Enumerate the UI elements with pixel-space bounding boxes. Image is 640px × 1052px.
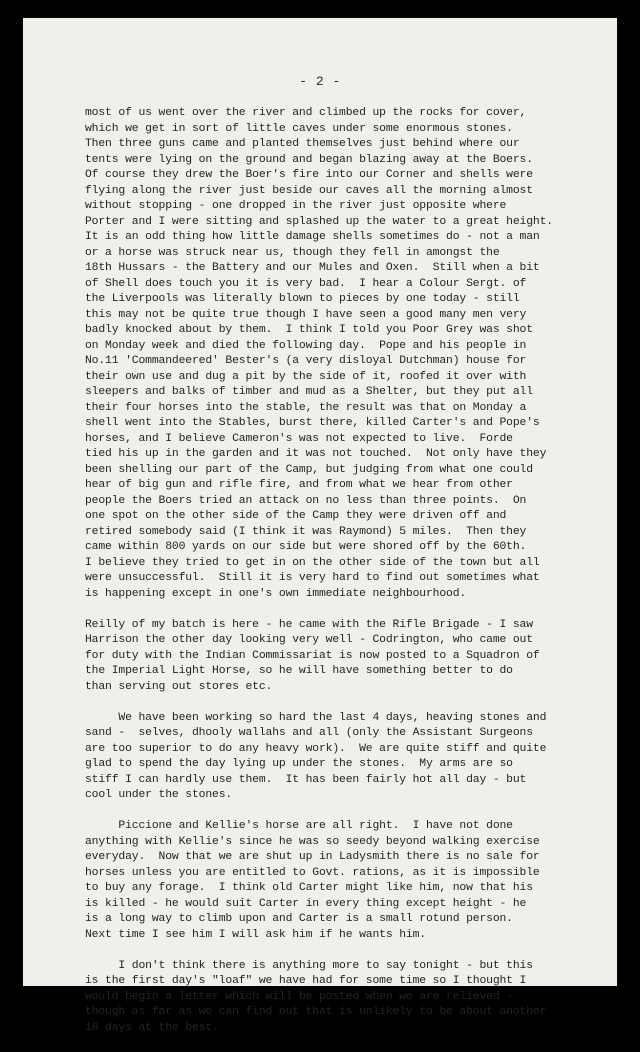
text-line: badly knocked about by them. I think I told you Poor Grey was shot [85,324,533,336]
text-line: retired somebody said (I think it was Raymond) 5 miles. Then they [85,525,527,538]
text-line: Piccione and Kellie's horse are all right. I have not done [85,820,513,832]
text-line: the Liverpools was literally blown to pieces by one today - still [85,293,520,305]
paragraph [85,106,599,602]
text-line: Harrison the other day looking very well - Codrington, who came out [85,634,533,646]
text-line: stiff I can hardly use them. It has been fairly hot all day - but [85,773,527,786]
text-line: though as far as we can find out that is unlikely to be about another [85,1006,547,1018]
text-line: anything with Kellie's since he was so seedy beyond walking exercise [85,835,540,848]
text-line: Porter and I were sitting and splashed up the water to a great height. [85,215,553,228]
text-line: tents were lying on the ground and began blazing away at the Boers. [85,153,533,166]
text-line: We have been working so hard the last 4 days, heaving stones and [85,711,547,724]
text-line: 18th Hussars - the Battery and our Mules and Oxen. Still when a bit [85,262,540,274]
text-line: 10 days at the best. [85,1021,219,1034]
text-line: is killed - he would suit Carter in every thing except height - he [85,897,527,910]
text-line: flying along the river just beside our caves all the morning almost [85,184,533,197]
text-line: shell went into the Stables, burst there, killed Carter's and Pope's [85,417,540,429]
paragraph [85,819,599,943]
text-line: one spot on the other side of the Camp they were driven off and [85,510,507,522]
paragraph [85,959,599,1037]
text-line: horses, and I believe Cameron's was not expected to live. Forde [85,432,513,445]
text-line: It is an odd thing how little damage shells sometimes do - not a man [85,231,540,243]
text-line: sand - selves, dhooly wallahs and all (only the Assistant Surgeons [85,727,533,739]
text-line: is a long way to climb upon and Carter is a small rotund person. [85,913,513,925]
text-line: is happening except in one's own immediate neighbourhood. [85,587,467,600]
text-line: than serving out stores etc. [85,680,273,693]
text-line: is the first day's "loaf" we have had for some time so I thought I [85,975,527,987]
text-line: to buy any forage. I think old Carter might like him, now that his [85,882,533,894]
letter-page [23,18,617,1034]
paragraph [85,618,599,696]
text-line: their four horses into the stable, the result was that on Monday a [85,401,527,414]
text-line: on Monday week and died the following day. Pope and his people in [85,339,527,352]
letter-body [85,106,599,1052]
text-line: tied his up in the garden and it was not touched. Not only have they [85,448,547,460]
text-line: without stopping - one dropped in the river just opposite where [85,200,507,212]
text-line: most of us went over the river and climbed up the rocks for cover, [85,107,527,119]
text-line: glad to spend the day lying up under the stones. My arms are so [85,758,513,770]
text-line: this may not be quite true though I have seen a good many men very [85,308,527,321]
text-line: or a horse was struck near us, though they fell in amongst the [85,246,500,259]
text-line: came within 800 yards on our side but were shored off by the 60th. [85,541,527,553]
text-line: been shelling our part of the Camp, but judging from what one could [85,463,533,476]
text-line: Next time I see him I will ask him if he wants him. [85,928,426,941]
text-line: cool under the stones. [85,789,233,801]
text-line: horses unless you are entitled to Govt. rations, as it is impossible [85,866,540,879]
text-line: everyday. Now that we are shut up in Ladysmith there is no sale for [85,851,540,863]
text-line: Then three guns came and planted themselves just behind where our [85,138,520,150]
text-line: I believe they tried to get in on the other side of the town but all [85,556,540,569]
text-line: Reilly of my batch is here - he came with the Rifle Brigade - I saw [85,618,533,631]
text-line: hear of big gun and rifle fire, and from what we hear from other [85,479,513,491]
text-line: sleepers and balks of timber and mud as a Shelter, but they put all [85,386,533,398]
text-line: of Shell does touch you it is very bad. I hear a Colour Sergt. of [85,277,527,290]
text-line: the Imperial Light Horse, so he will have something better to do [85,665,513,677]
text-line: would begin a letter which will be posted when we are relieved - [85,990,513,1003]
text-line: people the Boers tried an attack on no less than three points. On [85,494,527,507]
page-number: - 2 - [299,74,341,89]
paragraph [85,711,599,804]
text-line: I don't think there is anything more to say tonight - but this [85,959,533,972]
text-line: were unsuccessful. Still it is very hard to find out sometimes what [85,572,540,584]
text-line: which we get in sort of little caves under some enormous stones. [85,122,513,135]
text-line: Of course they drew the Boer's fire into our Corner and shells were [85,169,533,181]
text-line: their own use and dug a pit by the side of it, roofed it over with [85,370,527,383]
text-line: for duty with the Indian Commissariat is now posted to a Squadron of [85,649,540,662]
text-line: No.11 'Commandeered' Bester's (a very disloyal Dutchman) house for [85,355,527,367]
text-line: are too superior to do any heavy work). We are quite stiff and quite [85,742,547,755]
